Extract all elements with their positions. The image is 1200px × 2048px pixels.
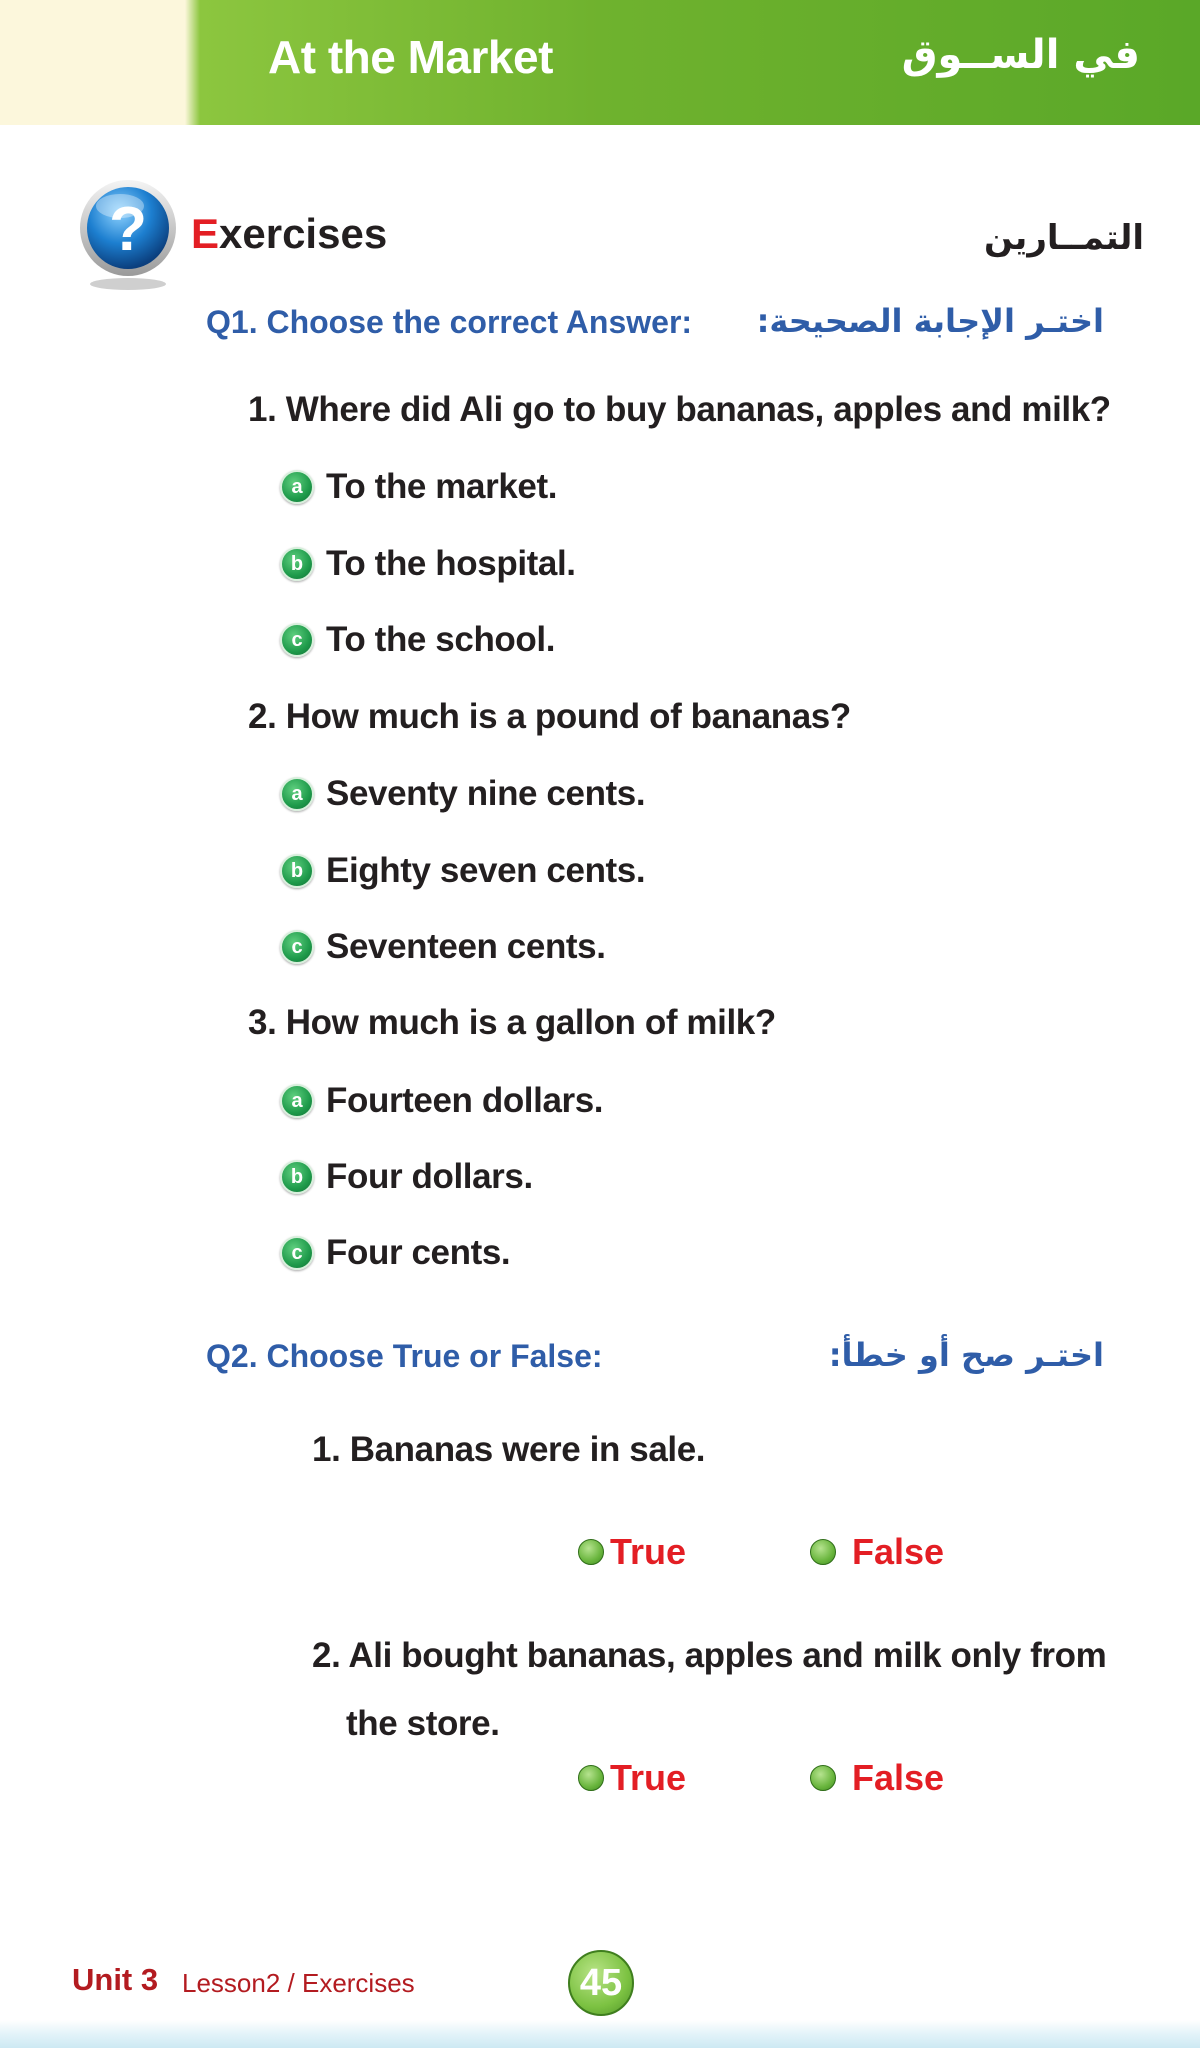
radio-dot-icon[interactable] [578, 1539, 604, 1565]
radio-dot-icon[interactable] [810, 1539, 836, 1565]
tf2-true-option[interactable] [578, 1758, 686, 1798]
section-title [191, 210, 387, 258]
false-label: False [852, 1757, 945, 1798]
footer-band [0, 2020, 1200, 2048]
q2-heading-arabic: اختـر صح أو خطأ: [828, 1336, 1104, 1374]
option-letter-badge: a [280, 470, 314, 504]
radio-dot-icon[interactable] [578, 1765, 604, 1791]
tf1-true-option[interactable] [578, 1532, 686, 1572]
option-letter-badge: a [280, 1084, 314, 1118]
true-label: True [610, 1757, 687, 1798]
page-number-badge: 45 [568, 1950, 634, 2016]
tf-statement-line: 2. Ali bought bananas, apples and milk only from [312, 1636, 1107, 1675]
option-letter-badge: b [280, 1160, 314, 1194]
tf1-false-option[interactable] [810, 1532, 944, 1572]
option-letter-badge: c [280, 930, 314, 964]
option-text: To the market. [326, 467, 558, 506]
option-text: Four dollars. [326, 1157, 533, 1196]
option-letter-badge: c [280, 623, 314, 657]
tf-statement-line: 1. Bananas were in sale. [312, 1430, 706, 1469]
question-mark-icon [78, 176, 178, 292]
radio-dot-icon[interactable] [810, 1765, 836, 1791]
option-1c[interactable] [280, 618, 555, 662]
tf-statement-1 [312, 1416, 705, 1484]
tf-statement-2 [312, 1622, 1106, 1758]
footer-unit: Unit 3 [72, 1962, 159, 1997]
option-2b[interactable] [280, 849, 645, 893]
tf-statement-line: the store. [346, 1704, 500, 1743]
option-1b[interactable] [280, 542, 576, 586]
option-letter-badge: a [280, 777, 314, 811]
option-3c[interactable] [280, 1231, 510, 1275]
option-text: Fourteen dollars. [326, 1081, 604, 1120]
question-3: 3. How much is a gallon of milk? [248, 1003, 776, 1042]
section-title-initial: E [191, 210, 220, 257]
option-text: Seventy nine cents. [326, 774, 646, 813]
section-title-rest: xercises [219, 210, 388, 257]
option-text: Seventeen cents. [326, 927, 606, 966]
footer-lesson: Lesson2 / Exercises [182, 1968, 415, 1998]
false-label: False [852, 1531, 945, 1572]
option-text: Four cents. [326, 1233, 511, 1272]
question-2: 2. How much is a pound of bananas? [248, 697, 851, 736]
page-title-arabic: في الســوق [901, 32, 1140, 78]
section-title-arabic: التمــارين [983, 218, 1144, 258]
option-letter-badge: b [280, 854, 314, 888]
option-letter-badge: b [280, 547, 314, 581]
option-2a[interactable] [280, 772, 645, 816]
option-letter-badge: c [280, 1236, 314, 1270]
option-3b[interactable] [280, 1155, 533, 1199]
svg-text:?: ? [109, 195, 147, 264]
page-title: At the Market [268, 31, 553, 83]
question-1: 1. Where did Ali go to buy bananas, apples and milk? [248, 390, 1111, 429]
option-text: To the hospital. [326, 544, 576, 583]
option-2c[interactable] [280, 925, 606, 969]
q2-heading: Q2. Choose True or False: [206, 1338, 603, 1374]
page-header [0, 0, 1200, 125]
tf2-false-option[interactable] [810, 1758, 944, 1798]
true-label: True [610, 1531, 687, 1572]
q1-heading: Q1. Choose the correct Answer: [206, 304, 693, 340]
option-text: Eighty seven cents. [326, 851, 646, 890]
q1-heading-arabic: اختـر الإجابة الصحيحة: [756, 302, 1104, 340]
option-3a[interactable] [280, 1079, 603, 1123]
option-1a[interactable] [280, 465, 557, 509]
option-text: To the school. [326, 620, 556, 659]
